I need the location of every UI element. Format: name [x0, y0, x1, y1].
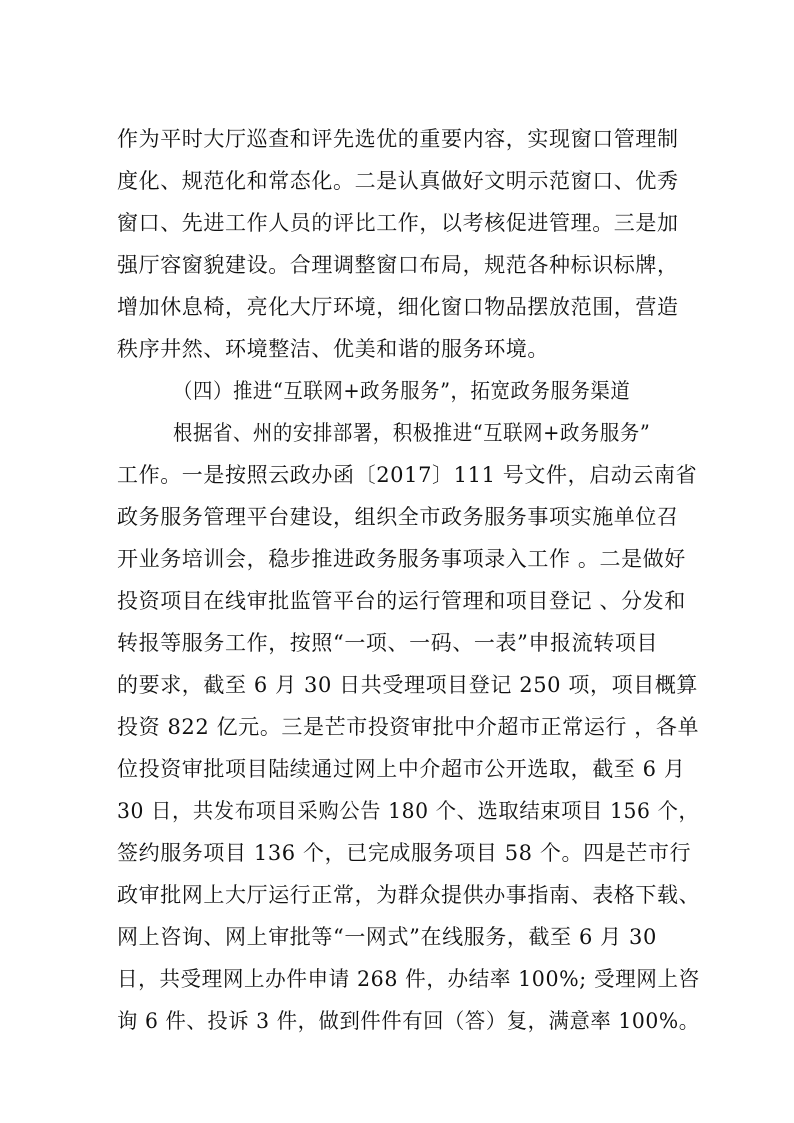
body-text-line: 增加休息椅，亮化大厅环境，细化窗口物品摆放范围，营造 — [117, 295, 679, 319]
body-text-line: 30 日，共发布项目采购公告 180 个、选取结束项目 156 个， — [117, 799, 700, 823]
body-text-line: 询 6 件、投诉 3 件，做到件件有回（答）复，满意率 100%。 — [117, 1009, 700, 1033]
body-text-line: 度化、规范化和常态化。二是认真做好文明示范窗口、优秀 — [117, 169, 679, 193]
body-text-line: 窗口、先进工作人员的评比工作，以考核促进管理。三是加 — [117, 211, 679, 235]
body-text-line: 投资项目在线审批监管平台的运行管理和项目登记 、分发和 — [117, 589, 686, 613]
body-text-line: 政务服务管理平台建设，组织全市政务服务事项实施单位召 — [117, 505, 679, 529]
body-text-line: 投资 822 亿元。三是芒市投资审批中介超市正常运行 ，各单 — [117, 715, 700, 739]
body-text-line: 作为平时大厅巡查和评先选优的重要内容，实现窗口管理制 — [117, 127, 679, 151]
body-text-line: 签约服务项目 136 个，已完成服务项目 58 个。四是芒市行 — [117, 841, 692, 865]
section-heading: （四）推进“互联网+政务服务”，拓宽政务服务渠道 — [173, 379, 631, 403]
body-text-line: 网上咨询、网上审批等“一网式”在线服务，截至 6 月 30 — [117, 925, 657, 949]
body-text-line: 政审批网上大厅运行正常，为群众提供办事指南、表格下载、 — [117, 883, 701, 907]
body-text-line: 日，共受理网上办件申请 268 件，办结率 100%; 受理网上咨 — [117, 967, 700, 991]
body-text-line: 工作。一是按照云政办函〔2017〕111 号文件，启动云南省 — [117, 463, 698, 487]
body-text-line: 秩序井然、环境整洁、优美和谐的服务环境。 — [117, 337, 549, 361]
body-text-line: 开业务培训会，稳步推进政务服务事项录入工作 。二是做好 — [117, 547, 686, 571]
body-text-line: 强厅容窗貌建设。合理调整窗口布局，规范各种标识标牌， — [117, 253, 679, 277]
body-text-line: 位投资审批项目陆续通过网上中介超市公开选取，截至 6 月 — [117, 757, 686, 781]
body-text-line: 的要求，截至 6 月 30 日共受理项目登记 250 项，项目概算 — [117, 673, 699, 697]
paragraph-first-line: 根据省、州的安排部署，积极推进“互联网+政务服务” — [173, 421, 651, 445]
body-text-line: 转报等服务工作，按照“一项、一码、一表”申报流转项目 — [117, 631, 659, 655]
